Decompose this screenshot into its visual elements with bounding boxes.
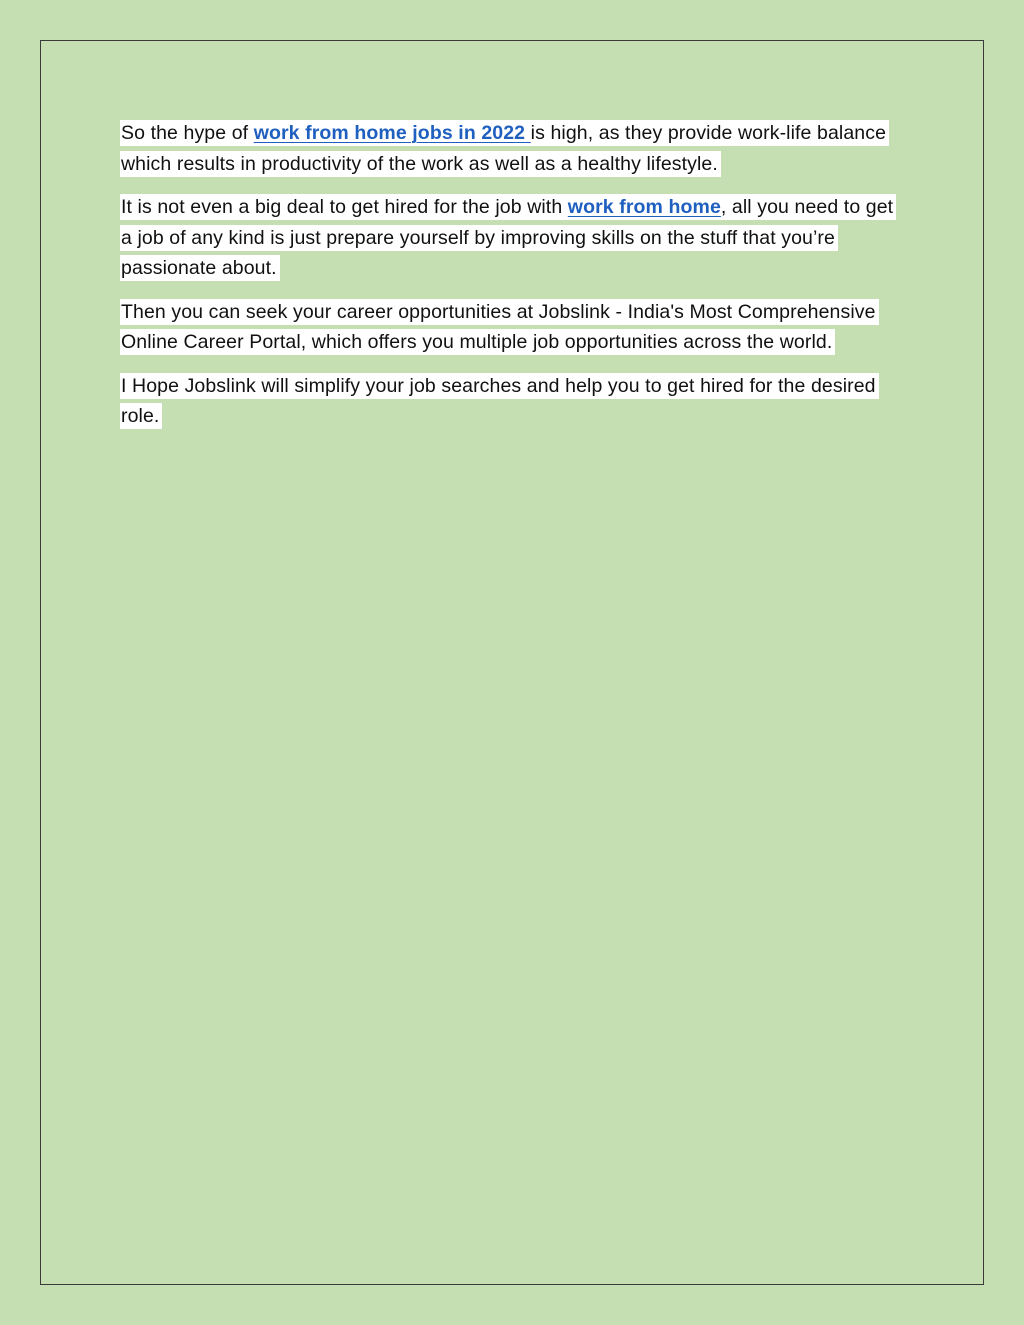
paragraph-2-text-after: , all you need to get a job of any kind is just prepare yourself by improving skills on the stuff that you’re passionate about.: [121, 196, 894, 279]
paragraph-4: [120, 371, 895, 432]
paragraph-1: [120, 118, 895, 179]
paragraph-1-text-after: is high, as they provide work-life balance which results in productivity of the work as well as a healthy lifestyle.: [121, 122, 887, 175]
paragraph-1-highlight: [120, 120, 889, 177]
paragraph-2-highlight: [120, 194, 896, 281]
link-work-from-home[interactable]: work from home: [567, 196, 721, 218]
paragraph-2-text-before: It is not even a big deal to get hired for the job with: [121, 196, 568, 218]
link-work-from-home-jobs-2022[interactable]: work from home jobs in 2022: [253, 122, 531, 144]
paragraph-3-text: Then you can seek your career opportunities at Jobslink - India's Most Comprehensive Online Career Portal, which offers you multiple job opportunities across the world.: [120, 299, 879, 356]
document-body: [120, 118, 895, 445]
paragraph-1-text-before: So the hype of: [121, 122, 254, 144]
paragraph-2: [120, 192, 895, 284]
paragraph-3: [120, 297, 895, 358]
paragraph-4-text: I Hope Jobslink will simplify your job searches and help you to get hired for the desired role.: [120, 373, 879, 430]
